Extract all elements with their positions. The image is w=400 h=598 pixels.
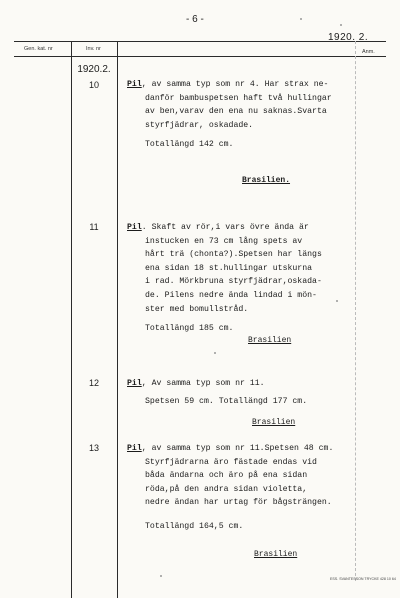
inv-number: 11: [89, 222, 99, 232]
entry-line: de. Pilens nedre ända lindad i mön-: [145, 290, 317, 300]
object-type-word: Pil: [127, 444, 142, 453]
entry-line: instucken en 73 cm lång spets av: [145, 236, 303, 246]
column-header-gen-kat: Gen. kat. nr: [24, 46, 53, 52]
column-divider-anm: [355, 41, 356, 581]
entry-line: av ben,varav den ena nu saknas.Svarta: [145, 107, 327, 117]
entry-line: i rad. Mörkbruna styrfjädrar,oskada-: [145, 277, 322, 287]
inv-number: 13: [88, 443, 99, 453]
entry-line: ena sidan 18 st.hullingar utskurna: [145, 263, 313, 273]
object-type-word: Pil: [127, 223, 142, 232]
entry-line: hårt trä (chonta?).Spetsen har längs: [145, 250, 322, 260]
entry-line: danför bambuspetsen haft två hullingar: [145, 93, 332, 103]
paper-speck: [336, 300, 338, 302]
entry-line: Spetsen 59 cm. Totallängd 177 cm.: [145, 396, 308, 406]
paper-speck: [300, 18, 302, 20]
paper-speck: [214, 352, 216, 354]
page-number: - 6 -: [186, 14, 204, 25]
entry-line: Pil. Skaft av rör,i vars övre ända är: [127, 223, 309, 232]
inv-number: 10: [88, 80, 99, 90]
column-divider-gen-inv: [71, 41, 72, 598]
catalog-entry: [127, 221, 353, 336]
entry-line: nedre ändan har urtag för bågsträngen.: [145, 498, 332, 508]
column-header-anm: Anm.: [362, 49, 375, 55]
column-header-inv: Inv. nr: [86, 46, 101, 52]
object-type-word: Pil: [127, 379, 142, 388]
entry-line: Styrfjädrarna äro fästade endas vid: [145, 457, 317, 467]
catalog-entry: [127, 78, 353, 152]
entry-line: Totallängd 185 cm.: [145, 324, 234, 334]
entry-line: Pil, av samma typ som nr 11.Spetsen 48 cm.: [127, 444, 334, 453]
column-divider-inv-text: [117, 41, 118, 598]
entry-line: Pil, Av samma typ som nr 11.: [127, 379, 265, 388]
paper-speck: [340, 24, 342, 26]
year-header: 1920. 2.: [328, 32, 369, 43]
entry-line: styrfjädrar, oskadade.: [145, 120, 254, 130]
entry-line: Totallängd 164,5 cm.: [145, 521, 244, 531]
entry-line: Pil, av samma typ som nr 4. Har strax ne-: [127, 80, 329, 89]
catalog-entry: [127, 442, 353, 534]
location-label: Brasilien: [254, 550, 298, 559]
header-top-rule: [14, 41, 386, 42]
inv-number: 12: [88, 378, 99, 388]
location-label: Brasilien: [252, 418, 296, 427]
paper-speck: [160, 575, 162, 577]
entry-line: båda ändarna och äro på ena sidan: [145, 471, 308, 481]
object-type-word: Pil: [127, 80, 142, 89]
printer-footer: ESS. SVANTESSON TRYCKE 428 10 64: [330, 577, 396, 581]
header-bottom-rule: [14, 56, 386, 57]
inv-year-prefix: 1920.2.: [77, 64, 111, 75]
location-label: Brasilien.: [242, 176, 291, 185]
entry-line: röda,på den andra sidan violetta,: [145, 484, 308, 494]
location-label: Brasilien: [248, 336, 292, 345]
entry-line: ster med bomullstråd.: [145, 304, 249, 314]
catalog-entry: [127, 377, 353, 408]
entry-line: Totallängd 142 cm.: [145, 140, 234, 150]
